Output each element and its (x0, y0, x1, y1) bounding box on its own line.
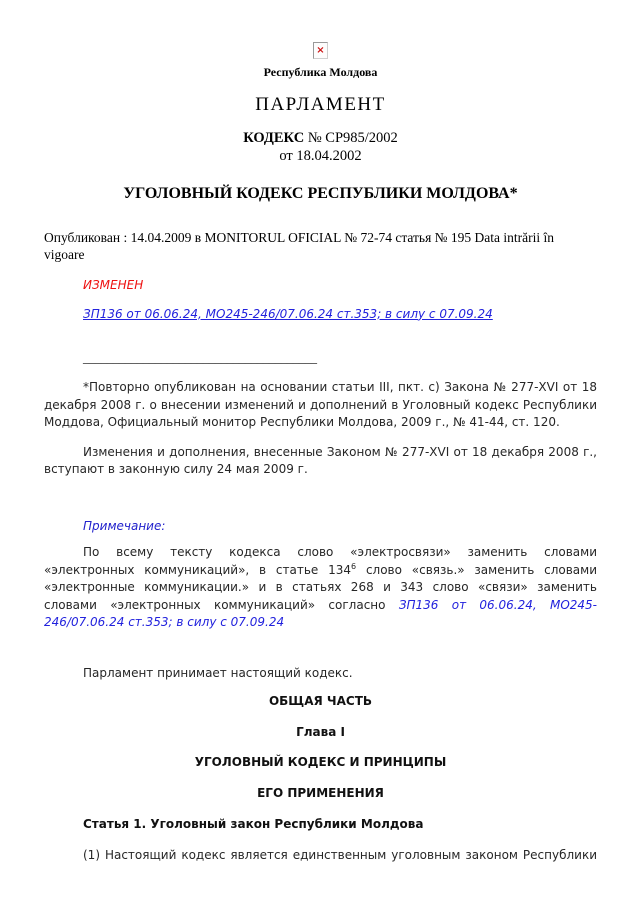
code-number-line (44, 129, 597, 147)
footnote-divider: _______________________________________ (83, 350, 317, 364)
chapter-title-line1: УГОЛОВНЫЙ КОДЕКС И ПРИНЦИПЫ (194, 755, 447, 769)
amendment-status-line (44, 277, 597, 295)
general-part-heading: ОБЩАЯ ЧАСТЬ (268, 694, 373, 708)
code-number: № CP985/2002 (307, 130, 398, 146)
code-label: КОДЕКС (243, 130, 305, 146)
note-law-link[interactable]: ЗП136 от 06.06.24, МО245-246/07.06.24 ст.353; в силу с 07.09.24 (44, 597, 598, 629)
published-line: Опубликован : 14.04.2009 в MONITORUL OFICIAL № 72-74 статья № 195 Data intrării în vigoare (44, 230, 555, 262)
note-label-line (44, 518, 597, 536)
note-label: Примечание: (83, 518, 166, 533)
document-title: УГОЛОВНЫЙ КОДЕКС РЕСПУБЛИКИ МОЛДОВА* (123, 185, 518, 202)
article-index-superscript: 6 (351, 561, 357, 571)
amended-status-label: ИЗМЕНЕН (83, 278, 144, 292)
country-name: Республика Молдова (263, 65, 378, 79)
article-1-paragraph-1: (1) Настоящий кодекс является единственным уголовным законом Республики (83, 847, 597, 862)
note-text-part2: слово «связь.» заменить словами «электронные коммуникации.» и в статьях 268 и 343 слово «связи» заменить словами «электронных коммуникаций» согласно (44, 562, 598, 612)
document-header (44, 36, 597, 204)
chapter-heading: Глава I (296, 725, 345, 739)
amendment-link-line (44, 306, 597, 324)
entry-into-force-footnote: Изменения и дополнения, внесенные Законом № 277-XVI от 18 декабря 2008 г., вступают в законную силу 24 мая 2009 г. (44, 444, 597, 476)
chapter-title-line2: ЕГО ПРИМЕНЕНИЯ (257, 785, 384, 800)
institution-name: ПАРЛАМЕНТ (255, 94, 386, 115)
broken-image-icon: × (313, 42, 328, 59)
amendment-law-link[interactable]: ЗП136 от 06.06.24, МО245-246/07.06.24 ст.353; в силу с 07.09.24 (83, 306, 493, 321)
note-text-part1: По всему тексту кодекса слово «электросвязи» заменить словами «электронных коммуникаций», в статье 134 (44, 545, 597, 577)
code-date: от 18.04.2002 (279, 148, 362, 164)
republish-footnote: *Повторно опубликован на основании статьи III, пкт. с) Закона № 277-XVI от 18 декабря 2008 г. о внесении изменений и дополнений в Уголовный кодекс Республики Моддова, Официальный монитор Республики Молдова, 2009 г., № 41-44, ст. 120. (44, 380, 597, 429)
note-paragraph (44, 544, 597, 632)
article-1-heading: Статья 1. Уголовный закон Республики Молдова (83, 817, 424, 831)
adoption-line: Парламент принимает настоящий кодекс. (83, 665, 353, 680)
